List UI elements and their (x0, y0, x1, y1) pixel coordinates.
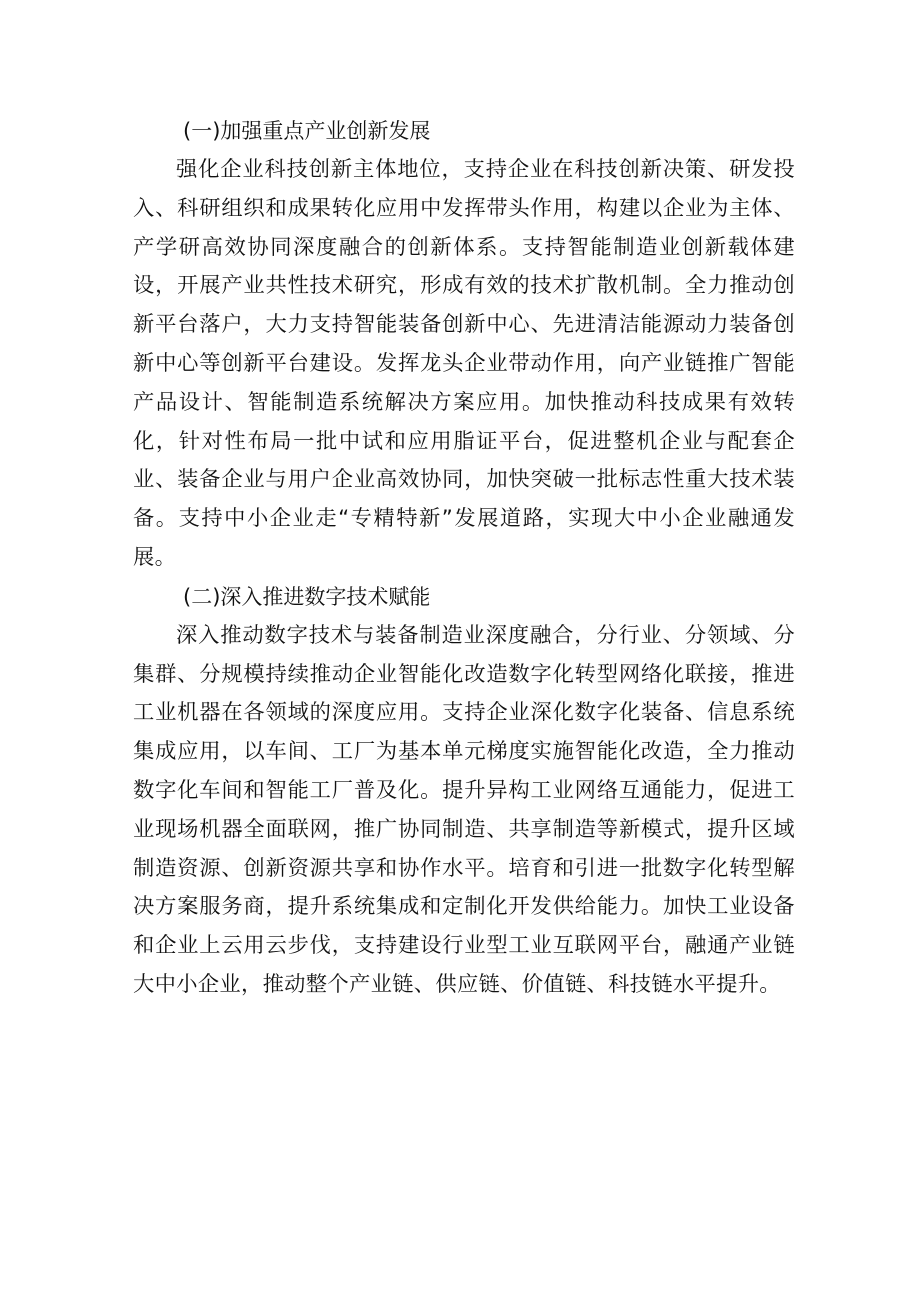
section-heading-2: (二)深入推进数字技术赋能 (183, 584, 431, 609)
section-paragraph-1: 强化企业科技创新主体地位，支持企业在科技创新决策、研发投入、科研组织和成果转化应用中发挥带头作用，构建以企业为主体、产学研高效协同深度融合的创新体系。支持智能制造业创新载体建设，开展产业共性技术研究，形成有效的技术扩散机制。全力推动创新平台落户，大力支持智能装备创新中心、先进清洁能源动力装备创新中心等创新平台建设。发挥龙头企业带动作用，向产业链推广智能产品设计、智能制造系统解决方案应用。加快推动科技成果有效转化，针对性布局一批中试和应用脂证平台，促进整机企业与配套企业、装备企业与用户企业高效协同，加快突破一批标志性重大技术装备。支持中小企业走“专精特新”发展道路，实现大中小企业融通发展。 (133, 157, 795, 570)
document-body (133, 112, 795, 1005)
section-paragraph-2: 深入推动数字技术与装备制造业深度融合，分行业、分领域、分集群、分规模持续推动企业智能化改造数字化转型网络化联接，推进工业机器在各领域的深度应用。支持企业深化数字化装备、信息系统集成应用，以车间、工厂为基本单元梯度实施智能化改造，全力推动数字化车间和智能工厂普及化。提升异构工业网络互通能力，促进工业现场机器全面联网，推广协同制造、共享制造等新模式，提升区域制造资源、创新资源共享和协作水平。培育和引进一批数字化转型解决方案服务商，提升系统集成和定制化开发供给能力。加快工业设备和企业上云用云步伐，支持建设行业型工业互联网平台，融通产业链大中小企业，推动整个产业链、供应链、价值链、科技链水平提升。 (133, 622, 795, 997)
section-heading-1: (一)加强重点产业创新发展 (183, 119, 431, 143)
